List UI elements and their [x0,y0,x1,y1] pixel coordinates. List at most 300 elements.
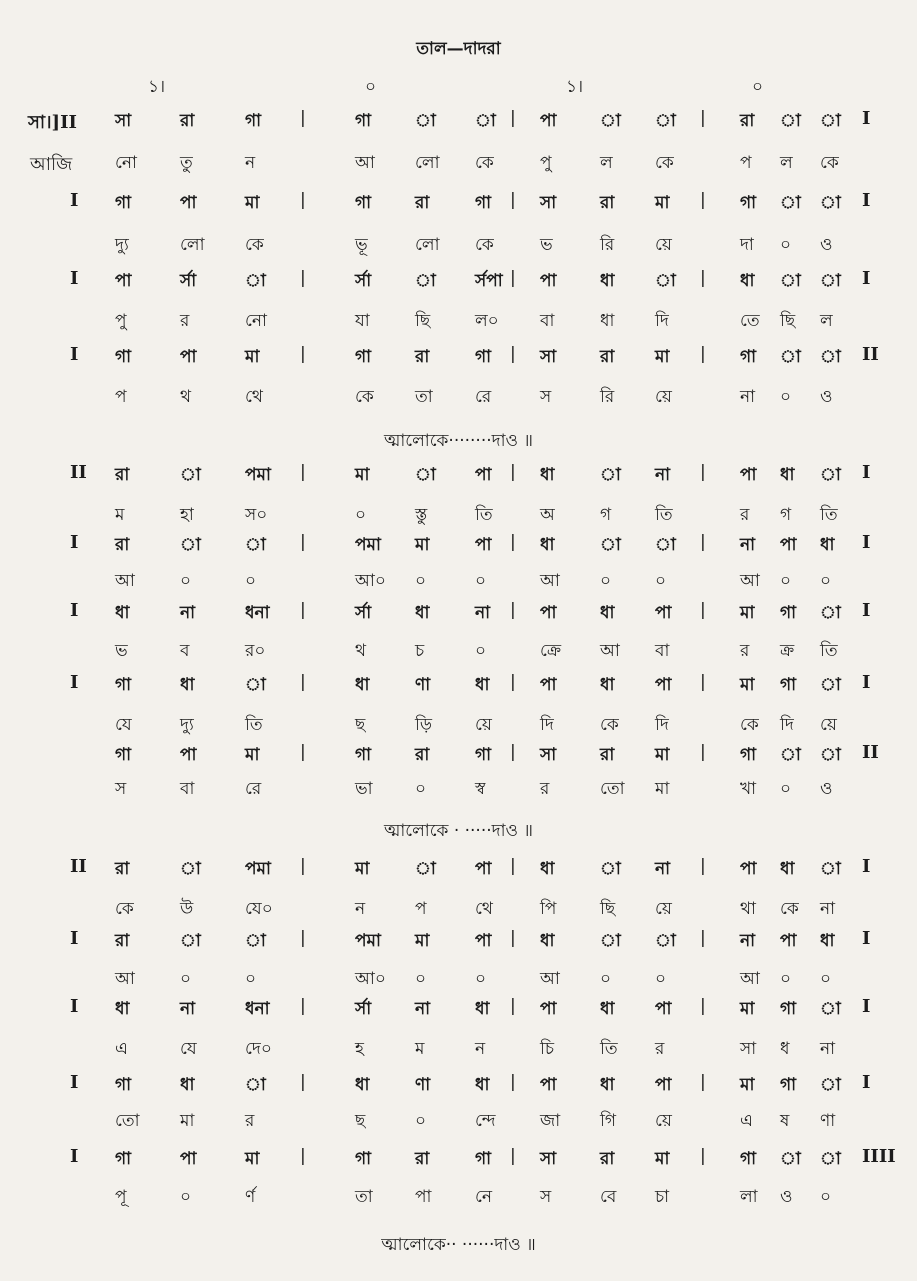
row-end-mark: IIII [862,1146,896,1167]
swara-note: া [655,535,676,555]
refrain-line: ত্মালোকে·· ······দাও ॥ [381,1235,536,1255]
bar-line: | [300,928,306,948]
lyric-row [0,896,917,930]
lyric-syllable: দি [655,311,669,331]
lyric-syllable: কে [475,235,494,255]
swara-note: পা [475,535,492,555]
swara-note: া [820,347,841,367]
swara-row [0,672,917,706]
swara-note: া [780,347,801,367]
row-lead-mark: আজি [30,154,73,175]
swara-note: ধা [355,675,370,695]
swara-note: া [180,535,201,555]
bar-line: | [700,268,706,288]
lyric-syllable: ও [820,387,833,407]
lyric-syllable: ব [180,641,190,661]
lyric-syllable: ভা [355,779,373,799]
swara-note: না [655,465,671,485]
lyric-syllable: ও [820,779,833,799]
lyric-syllable: নো [115,153,137,173]
swara-row [0,600,917,634]
swara-note: া [415,859,436,879]
bar-line: | [510,190,516,210]
swara-note: ধনা [245,999,270,1019]
lyric-syllable: ভ [115,641,128,661]
swara-note: ধা [475,999,490,1019]
lyric-syllable: এ [115,1039,128,1059]
row-lead-mark: I [70,190,79,211]
swara-note: রা [415,347,430,367]
swara-note: ধা [780,465,795,485]
lyric-syllable: তি [655,505,673,525]
lyric-syllable: পি [540,899,557,919]
swara-note: া [780,271,801,291]
lyric-syllable: আ [355,153,375,173]
row-lead-mark: I [70,268,79,289]
lyric-syllable: ন [355,899,366,919]
swara-note: ধা [540,859,555,879]
swara-note: ধা [600,1075,615,1095]
lyric-syllable: কে [115,899,134,919]
swara-note: পা [655,1075,672,1095]
bar-line: | [510,1072,516,1092]
swara-note: পা [180,1149,197,1169]
swara-note: ধা [115,999,130,1019]
swara-note: গা [475,347,492,367]
bar-line: | [700,742,706,762]
lyric-syllable: থা [740,899,756,919]
lyric-syllable: ০ [180,571,192,591]
swara-note: া [820,999,841,1019]
swara-note: া [780,745,801,765]
lyric-syllable: উ [180,899,194,919]
swara-note: রা [600,1149,615,1169]
bar-line: | [700,856,706,876]
lyric-syllable: গ [780,505,792,525]
swara-note: না [655,859,671,879]
lyric-syllable: ছি [600,899,616,919]
row-end-mark: I [862,600,871,621]
swara-row [0,268,917,302]
lyric-syllable: রে [475,387,492,407]
lyric-syllable: ০ [820,1187,832,1207]
bar-line: | [510,1146,516,1166]
row-end-mark: II [862,344,879,365]
lyric-syllable: র [655,1039,665,1059]
lyric-syllable: দি [655,715,669,735]
swara-note: গা [115,193,132,213]
swara-note: া [820,1075,841,1095]
swara-note: গা [475,1149,492,1169]
bar-line: | [300,268,306,288]
lyric-syllable: য়ে [475,715,492,735]
swara-note: া [820,745,841,765]
lyric-syllable: ০ [245,969,257,989]
swara-note: া [245,931,266,951]
swara-note: া [820,111,841,131]
swara-note: রা [600,347,615,367]
lyric-syllable: বে [600,1187,617,1207]
row-end-mark: I [862,532,871,553]
lyric-syllable: দি [540,715,554,735]
row-lead-mark: I [70,1146,79,1167]
lyric-syllable: কে [740,715,759,735]
swara-note: ধা [180,675,195,695]
swara-note: গা [245,111,262,131]
lyric-syllable: সা [740,1039,757,1059]
lyric-syllable: থে [475,899,493,919]
lyric-row [0,232,917,266]
swara-note: া [475,111,496,131]
swara-note: ধা [540,535,555,555]
swara-note: গা [740,347,757,367]
bar-line: | [300,996,306,1016]
lyric-syllable: না [820,1039,836,1059]
bar-line: | [510,600,516,620]
swara-note: া [600,859,621,879]
swara-note: া [780,193,801,213]
bar-line: | [510,462,516,482]
bar-line: | [300,742,306,762]
beat-mark: ০ [752,77,764,97]
swara-note: গা [355,1149,372,1169]
beat-mark: ১। [148,77,166,97]
lyric-syllable: ম [415,1039,425,1059]
row-end-mark: I [862,462,871,483]
row-end-mark: I [862,856,871,877]
swara-note: গা [740,193,757,213]
swara-note: া [655,271,676,291]
swara-note: া [600,535,621,555]
swara-note: মা [245,1149,260,1169]
lyric-syllable: লো [180,235,205,255]
lyric-syllable: তে [740,311,760,331]
row-lead-mark: I [70,672,79,693]
lyric-syllable: দি [780,715,794,735]
swara-row [0,344,917,378]
swara-note: সা [540,1149,557,1169]
bar-line: | [300,344,306,364]
swara-row [0,742,917,776]
swara-note: মা [655,193,670,213]
bar-line: | [510,928,516,948]
lyric-syllable: আ [115,571,135,591]
lyric-syllable: ভ [540,235,553,255]
swara-note: পমা [245,465,271,485]
bar-line: | [700,190,706,210]
swara-note: না [180,603,196,623]
swara-note: গা [115,1149,132,1169]
lyric-syllable: প [115,387,127,407]
lyric-syllable: খা [740,779,757,799]
lyric-row [0,638,917,672]
lyric-syllable: ০ [820,571,832,591]
swara-note: পা [540,111,557,131]
swara-note: র্সা [355,271,372,291]
bar-line: | [300,672,306,692]
lyric-row [0,712,917,746]
swara-row [0,532,917,566]
lyric-syllable: না [820,899,836,919]
swara-note: া [655,931,676,951]
swara-note: র্সা [180,271,197,291]
swara-note: মা [740,1075,755,1095]
swara-note: পা [655,999,672,1019]
bar-line: | [300,1072,306,1092]
lyric-syllable: মা [655,779,670,799]
lyric-syllable: আ০ [355,571,386,591]
swara-note: মা [655,347,670,367]
lyric-syllable: র০ [245,641,266,661]
swara-note: া [780,1149,801,1169]
lyric-row [0,776,917,810]
lyric-syllable: তু [180,153,193,173]
swara-note: ধা [115,603,130,623]
swara-note: পা [540,675,557,695]
lyric-syllable: স [115,779,127,799]
swara-note: া [245,535,266,555]
bar-line: | [300,1146,306,1166]
swara-note: পা [655,675,672,695]
lyric-syllable: ০ [415,1111,427,1131]
swara-note: মা [245,745,260,765]
lyric-syllable: কে [475,153,494,173]
swara-note: গা [780,675,797,695]
lyric-syllable: তি [245,715,263,735]
lyric-syllable: ০ [600,969,612,989]
swara-note: পা [540,271,557,291]
lyric-row [0,308,917,342]
swara-note: রা [115,931,130,951]
swara-note: মা [655,1149,670,1169]
lyric-syllable: দ্যু [180,715,194,735]
lyric-syllable: ন্দে [475,1111,496,1131]
lyric-syllable: কে [655,153,674,173]
lyric-syllable: স্তু [415,505,428,525]
swara-note: গা [475,745,492,765]
lyric-syllable: তো [115,1111,140,1131]
swara-note: রা [600,193,615,213]
lyric-syllable: ০ [415,969,427,989]
swara-note: গা [780,1075,797,1095]
lyric-row [0,502,917,536]
lyric-syllable: পু [540,153,552,173]
row-end-mark: I [862,108,871,129]
lyric-syllable: ন [245,153,256,173]
swara-note: ধনা [245,603,270,623]
swara-note: ধা [415,603,430,623]
lyric-syllable: পা [415,1187,432,1207]
lyric-syllable: লা [740,1187,758,1207]
lyric-syllable: ০ [180,969,192,989]
lyric-syllable: ০ [780,387,792,407]
row-lead-mark: I [70,1072,79,1093]
swara-note: ণা [415,1075,431,1095]
lyric-syllable: র [740,641,750,661]
lyric-syllable: ড়ি [415,715,433,735]
lyric-syllable: স [540,387,552,407]
lyric-syllable: র [245,1111,255,1131]
swara-note: পমা [355,931,381,951]
swara-note: পা [740,859,757,879]
swara-note: রা [115,465,130,485]
swara-note: মা [355,859,370,879]
lyric-syllable: প [415,899,427,919]
swara-note: সা [115,111,132,131]
lyric-syllable: ছ [355,1111,366,1131]
swara-note: া [820,271,841,291]
bar-line: | [510,742,516,762]
swara-note: রা [115,535,130,555]
lyric-syllable: তি [820,641,838,661]
lyric-syllable: ০ [415,779,427,799]
swara-note: ধা [600,603,615,623]
lyric-syllable: স্ব [475,779,486,799]
swara-note: গা [780,999,797,1019]
lyric-syllable: গি [600,1111,617,1131]
swara-note: সা [540,347,557,367]
lyric-syllable: থে [245,387,263,407]
swara-note: রা [740,111,755,131]
row-end-mark: I [862,1072,871,1093]
swara-row [0,1146,917,1180]
lyric-syllable: তা [355,1187,373,1207]
lyric-syllable: নো [245,311,267,331]
swara-note: া [820,603,841,623]
swara-note: পা [115,271,132,291]
lyric-syllable: জা [540,1111,561,1131]
swara-note: া [820,1149,841,1169]
swara-note: রা [600,745,615,765]
lyric-syllable: চি [540,1039,555,1059]
swara-note: পা [180,745,197,765]
lyric-syllable: যা [355,311,370,331]
swara-note: ধা [475,675,490,695]
swara-note: না [740,931,756,951]
row-end-mark: I [862,268,871,289]
lyric-syllable: ০ [780,969,792,989]
row-lead-mark: I [70,996,79,1017]
lyric-syllable: ণা [820,1111,836,1131]
row-end-mark: I [862,996,871,1017]
lyric-row [0,966,917,1000]
lyric-syllable: ০ [780,779,792,799]
lyric-syllable: ০ [415,571,427,591]
row-end-mark: II [862,742,879,763]
swara-note: পা [540,603,557,623]
bar-line: | [510,532,516,552]
lyric-syllable: ০ [780,571,792,591]
lyric-syllable: আ [600,641,620,661]
lyric-syllable: ক্র [780,641,795,661]
bar-line: | [700,532,706,552]
bar-line: | [300,108,306,128]
bar-line: | [700,462,706,482]
tal-title: তাল—দাদরা [416,39,501,59]
swara-note: রা [415,193,430,213]
bar-line: | [510,996,516,1016]
swara-note: রা [415,1149,430,1169]
swara-note: ধা [180,1075,195,1095]
swara-note: মা [740,603,755,623]
row-lead-mark: II [70,856,87,877]
lyric-syllable: বা [540,311,555,331]
swara-note: মা [415,535,430,555]
lyric-row [0,1108,917,1142]
row-lead-mark: সা।]II [28,112,77,133]
lyric-syllable: ০ [655,571,667,591]
lyric-syllable: বা [655,641,670,661]
lyric-syllable: এ [740,1111,753,1131]
bar-line: | [510,344,516,364]
swara-row [0,928,917,962]
swara-note: া [600,465,621,485]
swara-note: পা [540,999,557,1019]
swara-note: ণা [415,675,431,695]
bar-line: | [300,532,306,552]
row-end-mark: I [862,928,871,949]
bar-line: | [510,672,516,692]
lyric-syllable: ল [820,311,833,331]
bar-line: | [300,600,306,620]
swara-note: পা [540,1075,557,1095]
swara-note: গা [475,193,492,213]
swara-note: পা [780,931,797,951]
swara-note: গা [355,745,372,765]
lyric-syllable: তি [600,1039,618,1059]
lyric-syllable: ০ [245,571,257,591]
row-lead-mark: I [70,600,79,621]
lyric-syllable: আ [540,969,560,989]
lyric-syllable: য়ে [655,899,672,919]
lyric-syllable: লো [415,153,440,173]
row-lead-mark: I [70,344,79,365]
swara-note: গা [115,1075,132,1095]
lyric-syllable: বা [180,779,195,799]
swara-note: গা [740,1149,757,1169]
swara-note: ধা [820,931,835,951]
swara-note: া [180,465,201,485]
refrain-line: ত্মালোকে · ·····দাও ॥ [383,821,534,841]
swara-note: া [655,111,676,131]
lyric-syllable: র্ণ [245,1187,256,1207]
lyric-row [0,1036,917,1070]
lyric-syllable: রি [600,235,615,255]
row-end-mark: I [862,190,871,211]
lyric-syllable: যে [180,1039,197,1059]
lyric-row [0,568,917,602]
swara-note: গা [355,347,372,367]
lyric-syllable: তো [600,779,625,799]
lyric-syllable: ম [115,505,125,525]
swara-note: ধা [475,1075,490,1095]
swara-row [0,996,917,1030]
bar-line: | [510,856,516,876]
lyric-syllable: কে [600,715,619,735]
beat-mark: ১। [566,77,584,97]
swara-note: ধা [780,859,795,879]
lyric-syllable: কে [355,387,374,407]
lyric-syllable: আ [740,571,760,591]
swara-row [0,856,917,890]
swara-row [0,462,917,496]
swara-note: মা [245,347,260,367]
swara-note: গা [355,111,372,131]
swara-note: গা [780,603,797,623]
swara-note: া [180,931,201,951]
lyric-syllable: স [540,1187,552,1207]
bar-line: | [700,996,706,1016]
